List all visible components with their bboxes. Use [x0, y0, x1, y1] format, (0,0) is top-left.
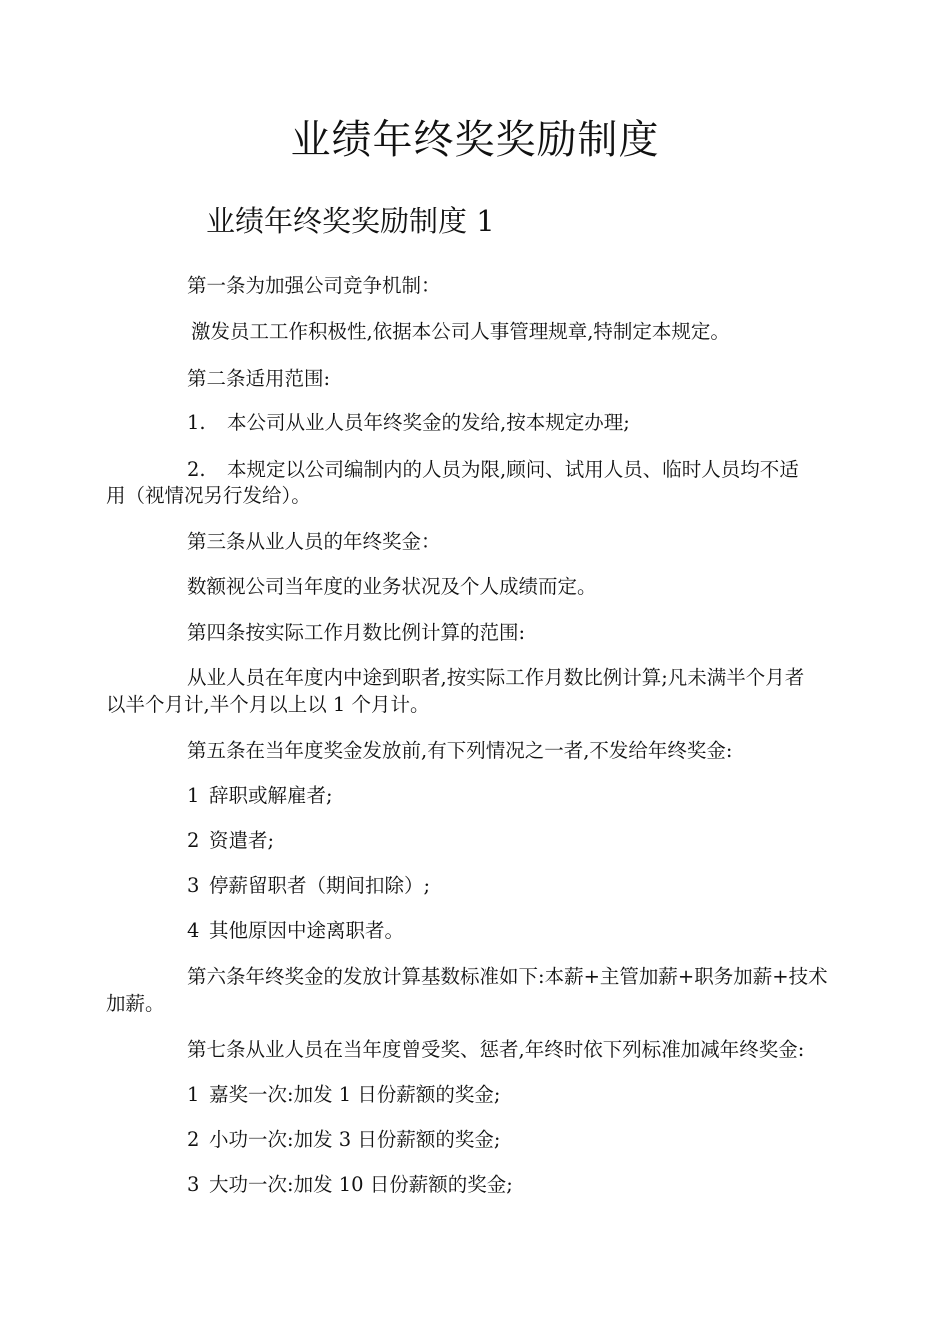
article-6-heading: [187, 964, 828, 990]
document-subtitle: 业绩年终奖奖励制度 1: [206, 204, 495, 238]
list-marker: 3: [187, 874, 200, 897]
text: 数额视公司当年度的业务状况及个人成绩而定。: [187, 575, 597, 598]
list-marker: 3: [187, 1173, 200, 1196]
list-marker: 2.: [187, 458, 206, 481]
text: 本规定以公司编制内的人员为限,顾问、试用人员、临时人员均不适: [227, 458, 799, 481]
text: 其他原因中途离职者。: [209, 919, 405, 942]
list-marker: 2: [187, 1128, 200, 1151]
list-marker: 2: [187, 829, 200, 852]
text: 嘉奖一次:加发 1 日份薪额的奖金;: [209, 1083, 501, 1106]
text: 第一条为加强公司竞争机制：: [187, 274, 441, 297]
list-marker: 1.: [187, 411, 206, 434]
article-6-heading-cont: [106, 991, 165, 1017]
article-3-body: [187, 574, 597, 600]
text: 小功一次:加发 3 日份薪额的奖金;: [209, 1128, 501, 1151]
text: 第七条从业人员在当年度曾受奖、惩者,年终时依下列标准加减年终奖金:: [187, 1038, 805, 1061]
list-marker: 4: [187, 919, 200, 942]
list-marker: 1: [187, 1083, 200, 1106]
text: 第三条从业人员的年终奖金：: [187, 530, 441, 553]
text: 本公司从业人员年终奖金的发给,按本规定办理;: [227, 411, 630, 434]
article-5-item-2: [187, 828, 274, 854]
article-7-item-2: [187, 1127, 500, 1153]
article-4-body: [187, 665, 804, 691]
article-3-heading: [187, 529, 441, 555]
text: 资遣者;: [209, 829, 275, 852]
text: 第五条在当年度奖金发放前,有下列情况之一者,不发给年终奖金:: [187, 739, 733, 762]
list-marker: 1: [187, 784, 200, 807]
text: 辞职或解雇者;: [209, 784, 333, 807]
article-5-item-4: [187, 918, 404, 944]
text: 用（视情况另行发给）。: [106, 484, 311, 507]
text: 大功一次:加发 10 日份薪额的奖金;: [209, 1173, 513, 1196]
article-7-heading: [187, 1037, 804, 1063]
article-4-heading: [187, 620, 525, 646]
article-2-heading: [187, 366, 330, 392]
article-7-item-3: [187, 1172, 513, 1198]
article-5-item-1: [187, 783, 333, 809]
text: 加薪。: [106, 992, 165, 1015]
article-2-item-2-cont: [106, 483, 311, 509]
text: 从业人员在年度内中途到职者,按实际工作月数比例计算;凡未满半个月者: [187, 666, 805, 689]
text: 第六条年终奖金的发放计算基数标准如下:本薪+主管加薪+职务加薪+技术: [187, 965, 828, 988]
article-2-item-2: [187, 457, 799, 483]
article-1-heading: [187, 273, 441, 299]
text: 第四条按实际工作月数比例计算的范围:: [187, 621, 526, 644]
text: 第二条适用范围:: [187, 367, 331, 390]
text: 激发员工工作积极性,依据本公司人事管理规章,特制定本规定。: [191, 320, 730, 343]
article-7-item-1: [187, 1082, 500, 1108]
article-4-body-cont: [106, 692, 430, 718]
document-title: 业绩年终奖奖励制度: [290, 117, 660, 163]
text: 停薪留职者（期间扣除）;: [209, 874, 431, 897]
article-5-heading: [187, 738, 732, 764]
article-1-body: [191, 319, 730, 345]
text: 以半个月计,半个月以上以 1 个月计。: [106, 693, 430, 716]
article-2-item-1: [187, 410, 630, 436]
article-5-item-3: [187, 873, 430, 899]
